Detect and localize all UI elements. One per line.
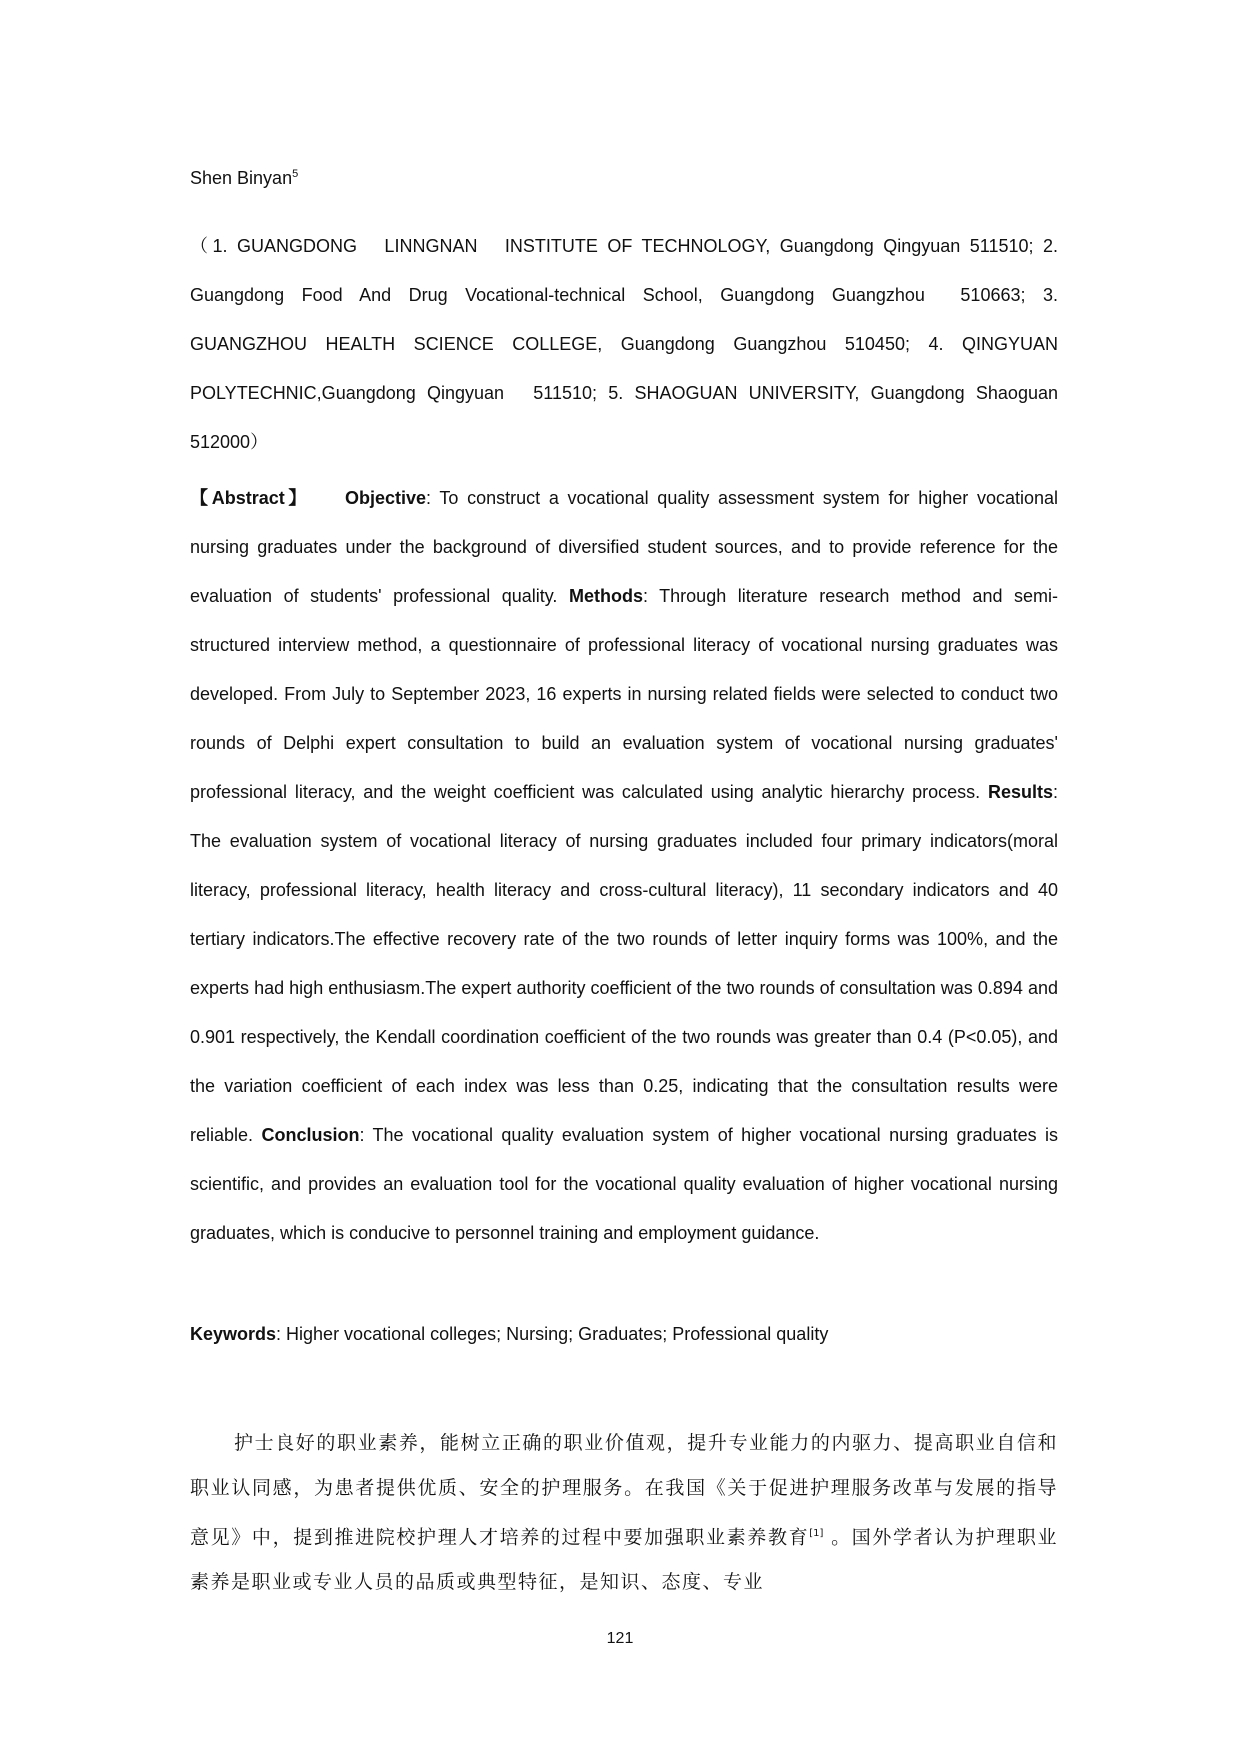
body-text-part2: 。国外学者认为护理职业素养是职业或专业人员的品质或典型特征，是知识、态度、专业 [190, 1526, 1058, 1594]
objective-label: Objective [344, 488, 427, 508]
body-text-part1: 护士良好的职业素养，能树立正确的职业价值观，提升专业能力的内驱力、提高职业自信和职业认同感，为患者提供优质、安全的护理服务。在我国《关于促进护理服务改革与发展的指导意见》中，提到推进院校护理人才培养的过程中要加强职业素养教育 [190, 1432, 1058, 1549]
keywords-label: Keywords [190, 1324, 277, 1344]
results-text: : The evaluation system of vocational literacy of nursing graduates included four primary indicators(moral literacy, professional literacy, health literacy and cross-cultural literacy), 11 secondary indicators and 40 tertiary indicators.The effective recovery rate of the two rounds of letter inquiry forms was 100%, and the experts had high enthusiasm.The expert authority coefficient of the two rounds of consultation was 0.894 and 0.901 respectively, the Kendall coordination coefficient of the two rounds was greater than 0.4 (P<0.05), and the variation coefficient of each index was less than 0.25, indicating that the consultation results were reliable. [190, 782, 1058, 1145]
keywords-text: : Higher vocational colleges; Nursing; Graduates; Professional quality [276, 1324, 829, 1344]
page-number: 121 [606, 1630, 634, 1647]
objective-text: : To construct a vocational quality assessment system for higher vocational nursing graduates under the background of diversified student sources, and to provide reference for the evaluation of students' professional quality. [190, 488, 1058, 606]
conclusion-text: : The vocational quality evaluation system of higher vocational nursing graduates is scientific, and provides an evaluation tool for the vocational quality evaluation of higher vocational nursing graduates, which is conducive to personnel training and employment guidance. [190, 1125, 1058, 1243]
methods-text: : Through literature research method and semi-structured interview method, a questionnaire of professional literacy of vocational nursing graduates was developed. From July to September 2023, 16 experts in nursing related fields were selected to conduct two rounds of Delphi expert consultation to build an evaluation system of vocational nursing graduates' professional literacy, and the weight coefficient was calculated using analytic hierarchy process. [190, 586, 1058, 802]
author-affiliation-mark: 5 [292, 168, 299, 180]
abstract-label: 【Abstract】 [190, 488, 311, 508]
methods-label: Methods [568, 586, 643, 606]
conclusion-label: Conclusion [261, 1125, 360, 1145]
keywords [190, 1322, 1058, 1346]
body-paragraph [190, 1421, 1058, 1605]
abstract [190, 474, 1058, 1258]
author-line [190, 162, 298, 190]
author-name: Shen Binyan [190, 168, 293, 188]
affiliations: （1. GUANGDONG LINNGNAN INSTITUTE OF TECHNOLOGY, Guangdong Qingyuan 511510; 2. Guangdong Food And Drug Vocational-technical School, Guangdong Guangzhou 510663; 3. GUANGZHOU HEALTH SCIENCE COLLEGE, Guangdong Guangzhou 510450; 4. QINGYUAN POLYTECHNIC,Guangdong Qingyuan 511510; 5. SHAOGUAN UNIVERSITY, Guangdong Shaoguan 512000） [190, 236, 1058, 452]
citation-ref[interactable]: [1] [809, 1528, 824, 1539]
results-label: Results [987, 782, 1053, 802]
